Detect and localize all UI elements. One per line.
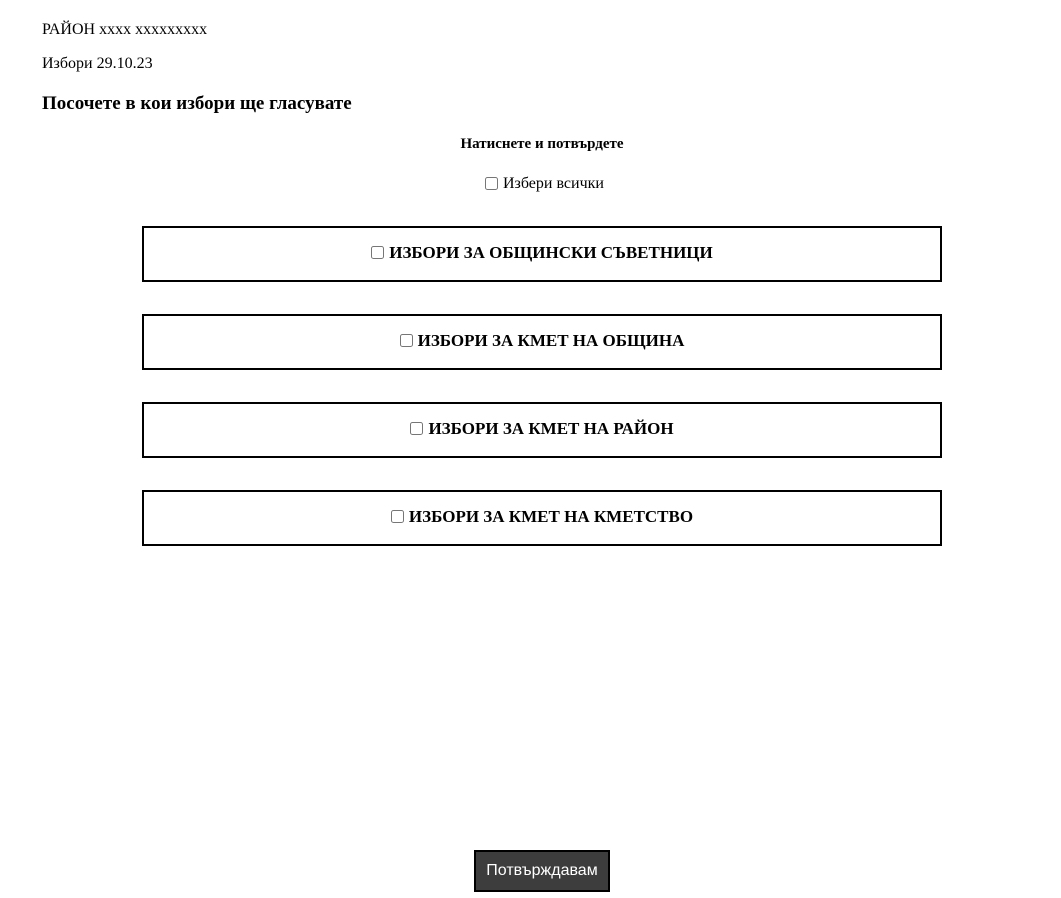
page-title: Посочете в кои избори ще гласувате — [42, 93, 352, 114]
election-option-municipal-councillors[interactable] — [142, 226, 942, 282]
select-all-option[interactable] — [485, 175, 604, 193]
election-option-label-wrapper[interactable] — [371, 243, 713, 263]
election-date: Избори 29.10.23 — [42, 55, 153, 72]
election-checkbox-mayoralty-mayor[interactable] — [391, 510, 404, 523]
election-option-label: ИЗБОРИ ЗА ОБЩИНСКИ СЪВЕТНИЦИ — [389, 243, 713, 262]
election-checkbox-district-mayor[interactable] — [410, 422, 423, 435]
select-all-label: Избери всички — [503, 175, 604, 192]
election-option-municipal-mayor[interactable] — [142, 314, 942, 370]
election-option-mayoralty-mayor[interactable] — [142, 490, 942, 546]
district-name: РАЙОН xxxx xxxxxxxxx — [42, 21, 208, 38]
election-option-label: ИЗБОРИ ЗА КМЕТ НА РАЙОН — [428, 419, 674, 438]
confirm-button[interactable]: Потвърждавам — [474, 850, 610, 892]
election-checkbox-municipal-councillors[interactable] — [371, 246, 384, 259]
election-option-label: ИЗБОРИ ЗА КМЕТ НА ОБЩИНА — [417, 331, 685, 350]
election-option-label-wrapper[interactable] — [410, 419, 673, 439]
select-all-checkbox[interactable] — [485, 177, 498, 190]
election-option-label: ИЗБОРИ ЗА КМЕТ НА КМЕТСТВО — [408, 507, 694, 526]
election-checkbox-municipal-mayor[interactable] — [400, 334, 413, 347]
election-option-label-wrapper[interactable] — [400, 331, 685, 351]
select-all-row — [0, 175, 1061, 196]
election-option-label-wrapper[interactable] — [391, 507, 693, 527]
instruction-text: Натиснете и потвърдете — [460, 136, 624, 152]
election-option-district-mayor[interactable] — [142, 402, 942, 458]
